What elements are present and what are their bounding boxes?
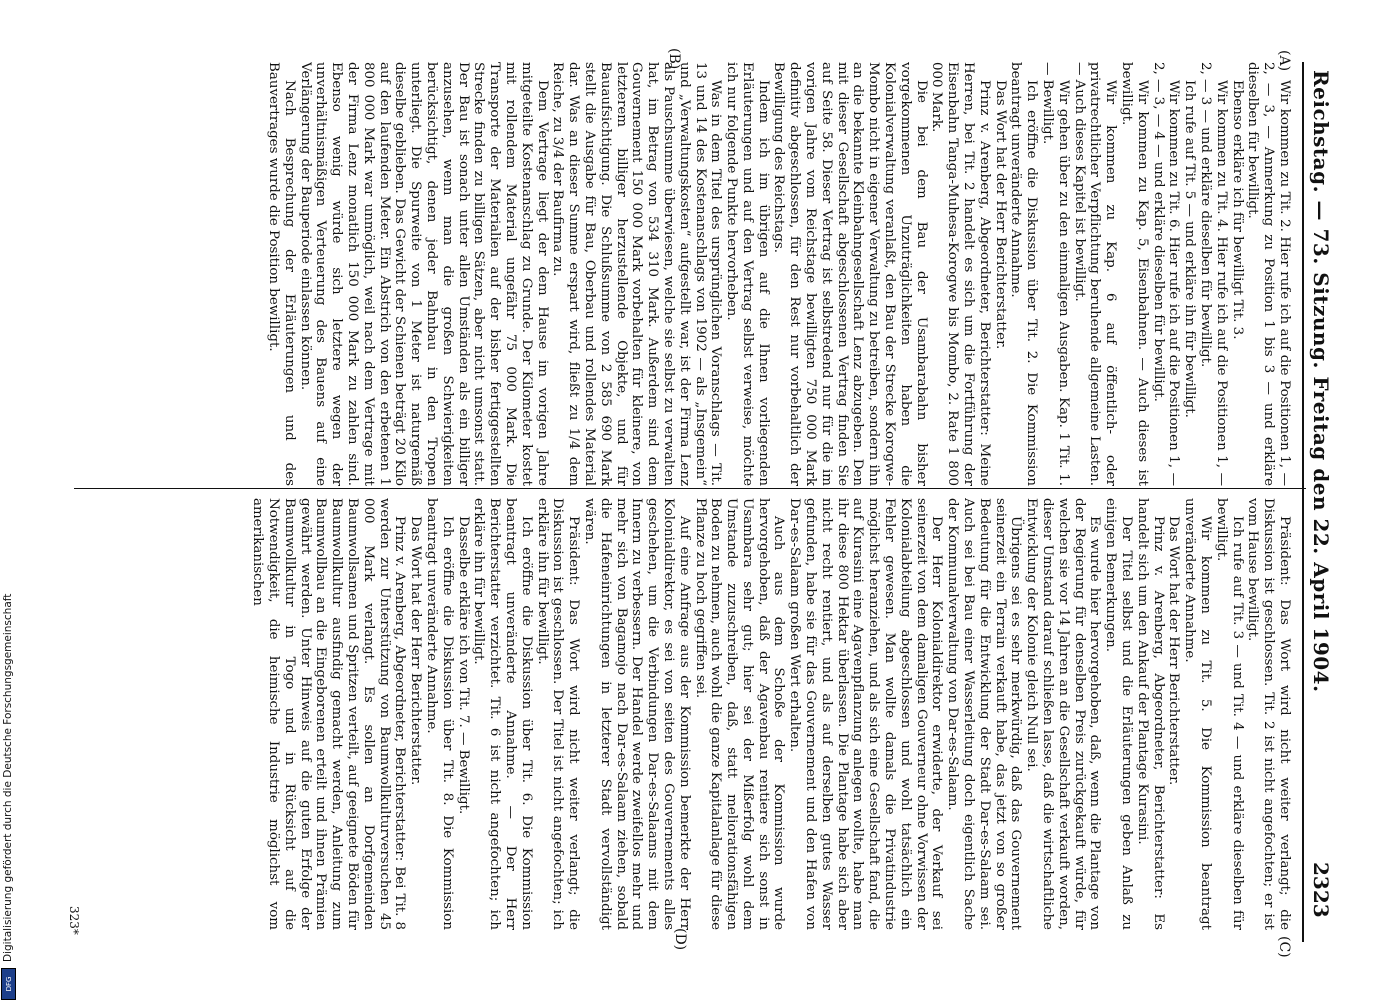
paragraph: Präsident: Das Wort wird nicht weiter verlangt; die Diskussion ist geschlossen. Der Titel ist nicht angefochten; ich erkläre ihn für bewilligt. [534, 498, 582, 930]
paragraph: Wir kommen zu Kap. 6 auf öffentlich- oder privatrechtlicher Verpflichtung beruhende allgemeine Lasten. — Auch dieses Kapitel ist bewilligt. [1071, 62, 1119, 486]
paragraph: Der Herr Kolonialdirektor erwiderte, der Verkauf sei seinerzeit von dem damaligen Gouverneur ohne Vorwissen der Kolonialabteilung abgeschlossen und wohl tatsächlich ein Fehler gewesen. Man wollte damals die Privatindustrie möglichst heranziehen, und als sich eine Gesellschaft fand, die auf Kurasini eine Agavenpflanzung anlegen wollte, habe man ihr diese 800 Hektar überlassen. Die Plantage habe sich aber nicht recht rentiert, und als auf derselben gutes Wasser gefunden, habe sie für das Gouvernement und den Hafen von Dar-es-Salaam großen Wert erhalten. [787, 498, 945, 930]
paragraph: Das Wort hat der Herr Berichterstatter. [992, 80, 1008, 350]
column-divider [74, 488, 1306, 489]
paragraph: Wir kommen zu Tit. 4. Hier rufe ich auf die Positionen 1, — 2, — 3 — und erkläre dieselben für bewilligt. [1198, 62, 1229, 486]
paragraph: Prinz v. Arenberg, Abgeordneter, Berichterstatter: Meine Herren, bei Tit. 2 handelt es sich um die Fortführung der Eisenbahn Tanga-Muhesa-Korogwe bis Mombo, 2. Rate 1 800 000 Mark. [929, 62, 992, 486]
text-column-left [82, 62, 1292, 486]
paragraph: Auf eine Anfrage aus der Kommission bemerkte der Herr Kolonialdirektor, es sei von seiten des Gouvernements alles geschehen, um die Verbindungen Dar-es-Salaams mit dem Innern zu verbessern. Der Handel werde zweifellos mehr und mehr sich von Bagamojo nach Dar-es-Salaam ziehen, sobald die Hafeneinrichtungen in letzterer Stadt vervollständigt wären. [581, 498, 692, 930]
margin-mark-c: (C) [1276, 936, 1292, 958]
paragraph: Wir gehen über zu den einmaligen Ausgaben. Kap. 1 Tit. 1. — Bewilligt. [1040, 62, 1071, 486]
paragraph: Ich rufe auf Tit. 5 — und erkläre ihn für bewilligt. [1182, 80, 1198, 418]
paragraph: Das Wort hat der Herr Berichterstatter. [408, 516, 424, 786]
paragraph: Wir kommen zu Tit. 2. Hier rufe ich auf die Positionen 1, — 2, — 3, — Anmerkung zu Position 1 bis 3 — und erkläre dieselben für bewilligt. [1245, 62, 1292, 486]
text-column-right [80, 498, 1292, 930]
paragraph: Nach Besprechung der Erläuterungen und des Bauvertrages wurde die Position bewilligt. [266, 62, 297, 486]
paragraph: Wir kommen zu Tit. 6. Hier rufe ich auf die Positionen 1, — 2, — 3, — 4 — und erkläre dieselben für bewilligt. [1150, 62, 1182, 486]
paragraph: Dem Vertrage liegt der dem Hause im vorigen Jahre mitgeteilte Kostenanschlag zu Grunde. Der Kilometer kostet mit rollendem Material ungefähr 75 000 Mark. Die Transporte der Materialien auf der bisher fertiggestellten Strecke finden zu billigen Sätzen, aber nicht umsonst statt. Der Bau ist sonach unter allen Umständen als ein billiger anzusehen, wenn man die großen Schwierigkeiten berücksichtigt, denen jeder Bahnbau in den Tropen unterliegt. Die Spurweite von 1 Meter ist naturgemäß dieselbe geblieben. Das Gewicht der Schienen beträgt 20 Kilo auf den laufenden Meter. Ein Abstrich von den erbetenen 1 800 000 Mark war unmöglich, weil nach dem Vertrage mit der Firma Lenz monatlich 150 000 Mark zu zahlen sind. Ebenso wenig würde sich letztere wegen der unverhältnismäßigen Verteuerung des Bauens auf eine Verlängerung der Bauperiode einlassen können. [297, 62, 550, 486]
signature-mark: 323* [67, 906, 81, 935]
paragraph: Ich eröffne die Diskussion über Tit. 2. Die Kommission beantragt unveränderte Annahme. [1008, 62, 1040, 486]
header-rule [1302, 62, 1304, 942]
digitization-credit: Digitalisierung gefördert durch die Deutsche Forschungsgemeinschaft [2, 593, 14, 962]
paragraph: Ebenso erkläre ich für bewilligt Tit. 3. [1229, 80, 1245, 340]
running-header: Reichstag. — 73. Sitzung. Freitag den 22. April 1904. [1309, 70, 1333, 693]
margin-mark-d: (D) [672, 928, 688, 951]
paragraph: Was in dem Titel des ursprünglichen Voranschlags — Tit. 13 und 14 des Kostenanschlags von 1902 — als „Insgemein“ und „Verwaltungskosten“ aufgestellt war, ist der Firma Lenz als Pauschsumme überwiesen, welche sie selbst zu verwalten hat, im Betrag von 534 310 Mark. Außerdem sind dem Gouvernement 150 000 Mark vorbehalten für kleinere, von letzterem billiger herzustellende Objekte, und für Bauaufsichtigung. Die Schlußsumme von 2 585 690 Mark stellt die Ausgabe für Bau, Oberbau und rollendes Material dar. Was an dieser Summe erspart wird, fließt zu 1/4 dem Reiche, zu 3/4 der Baufirma zu. [550, 62, 724, 486]
paragraph: Das Wort hat der Herr Berichterstatter. [1166, 516, 1182, 786]
dfg-logo-text: DFG [5, 976, 13, 992]
paragraph: Auch aus dem Schoße der Kommission wurde hervorgehoben, daß der Agavenbau rentiere sich sonst in Usambara sehr gut; hier sei der Mißerfolg wohl dem Umstande zuzuschreiben, daß, statt meliorationsfähigen Boden zu nehmen, auch wohl die ganze Kapitalanlage für diese Pflanze zu hoch gegriffen sei. [692, 498, 787, 930]
margin-mark-b: (B) [666, 48, 682, 70]
paragraph: Dasselbe erkläre ich von Tit. 7. — Bewilligt. [455, 516, 471, 815]
paragraph: Präsident: Das Wort wird nicht weiter verlangt; die Diskussion ist geschlossen. Tit. 2 ist nicht angefochten; er ist vom Hause bewilligt. [1245, 498, 1292, 930]
paragraph: Prinz v. Arenberg, Abgeordneter, Berichterstatter: Es handelt sich um den Ankauf der Plantage Kurasini. [1134, 498, 1166, 930]
paragraph: Der Titel selbst und die Erläuterungen geben Anlaß zu einigen Bemerkungen. [1103, 498, 1135, 930]
paragraph: Übrigens sei es sehr merkwürdig, daß das Gouvernement seinerzeit ein Terrain verkauft habe, das jetzt von so großer Bedeutung für die Entwicklung der Stadt Dar-es-Salaam sei. Auch sei bei Bau einer Wasserleitung doch eigentlich Sache der Kommunalverwaltung von Dar-es-Salaam. [945, 498, 1024, 930]
dfg-logo [1, 968, 16, 1000]
paragraph: Indem ich im übrigen auf die Ihnen vorliegenden Erläuterungen und auf den Vertrag selbst verweise, möchte ich nur folgende Punkte hervorheben. [724, 62, 771, 486]
paragraph: Prinz v. Arenberg, Abgeordneter, Berichterstatter: Bei Tit. 8 werden zur Unterstützung von Baumwollkulturversuchen 45 000 Mark verlangt. Es sollen an Dorfgemeinden Baumwollsamen und Spritzen verteilt, auf geeignete Böden für Baumwollkultur ausfindig gemacht werden, Anleitung zum Baumwollbau an die Eingeborenen erteilt und ihnen Prämien gewährt werden. Unter Hinweis auf die guten Erfolge der Baumwollkultur in Togo und in Rücksicht auf die Notwendigkeit, die heimische Industrie möglichst vom amerikanischen [250, 498, 408, 930]
margin-mark-a: (A) [1276, 50, 1292, 72]
paragraph: Es wurde hier hervorgehoben, daß, wenn die Plantage von der Regierung für denselben Preis zurückgekauft würde, für welchen sie vor 14 Jahren an die Gesellschaft verkauft worden, dieser Umstand darauf schließen lasse, daß die wirtschaftliche Entwicklung der Kolonie gleich Null sei. [1024, 498, 1103, 930]
paragraph: Ich eröffne die Diskussion über Tit. 8. Die Kommission beantragt unveränderte Annahme. [423, 498, 455, 930]
paragraph: Die bei dem Bau der Usambarabahn bisher vorgekommenen Unzuträglichkeiten haben die Kolonialverwaltung veranlaßt, den Bau der Strecke Korogwe-Mombo nicht in eigener Verwaltung zu betreiben, sondern ihn an die bekannte Kleinbahngesellschaft Lenz abzugeben. Den mit dieser Gesellschaft abgeschlossenen Vertrag finden Sie auf Seite 58. Dieser Vertrag ist selbstredend nur für die im vorigen Jahre vom Reichstage bewilligten 750 000 Mark definitiv abgeschlossen, für den Rest nur vorbehaltlich der Bewilligung des Reichstags. [771, 62, 929, 486]
paragraph: Ich rufe auf Tit. 3 — und Tit. 4 — und erkläre dieselben für bewilligt. [1213, 498, 1245, 930]
paragraph: Wir kommen zu Kap. 5, Eisenbahnen. — Auch dieses ist bewilligt. [1119, 62, 1150, 486]
page-number: 2323 [1309, 862, 1333, 918]
paragraph: Wir kommen zu Tit. 5. Die Kommission beantragt unveränderte Annahme. [1182, 498, 1214, 930]
paragraph: Ich eröffne die Diskussion über Tit. 6. Die Kommission beantragt unveränderte Annahme. — Der Herr Berichterstatter verzichtet. Tit. 6 ist nicht angefochten; ich erkläre ihn für bewilligt. [471, 498, 534, 930]
